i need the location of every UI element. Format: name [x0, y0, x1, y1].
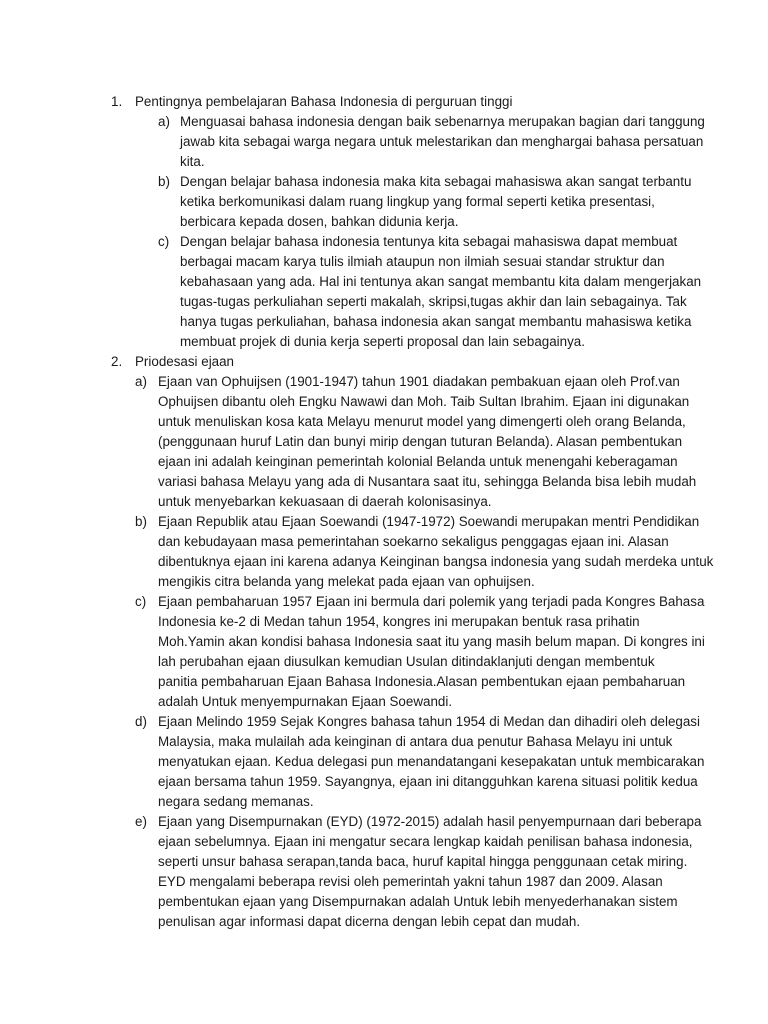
- list-item: [158, 372, 696, 512]
- text-line: dan kebudayaan masa pemerintahan soekarno sekaligus penggagas ejaan ini. Alasan: [158, 534, 669, 549]
- text-line: menyatukan ejaan. Kedua delegasi pun menandatangani kesepakatan untuk membicarakan: [158, 754, 705, 769]
- text-line: Ejaan van Ophuijsen (1901-1947) tahun 1901 diadakan pembakuan ejaan oleh Prof.van: [158, 374, 680, 389]
- list-item-marker: c): [135, 594, 147, 609]
- text-line: ejaan ini adalah keinginan pemerintah kolonial Belanda untuk menengahi keberagaman: [158, 454, 678, 469]
- text-line: dibentuknya ejaan ini karena adanya Keinginan bangsa indonesia yang sudah merdeka untuk: [158, 554, 714, 569]
- text-line: Dengan belajar bahasa indonesia tentunya kita sebagai mahasiswa dapat membuat: [180, 234, 678, 249]
- text-line: membuat projek di dunia kerja seperti proposal dan lain sebagainya.: [180, 334, 585, 349]
- text-line: Dengan belajar bahasa indonesia maka kita sebagai mahasiswa akan sangat terbantu: [180, 174, 692, 189]
- list-item-marker: b): [158, 174, 170, 189]
- text-line: kita.: [180, 154, 205, 169]
- list-item: [158, 712, 704, 812]
- text-line: Malaysia, maka mulailah ada keinginan di antara dua penutur Bahasa Melayu ini untuk: [158, 734, 673, 749]
- text-line: Indonesia ke-2 di Medan tahun 1954, kongres ini merupakan bentuk rasa prihatin: [158, 614, 640, 629]
- text-line: (penggunaan huruf Latin dan bunyi mirip dengan tuturan Belanda). Alasan pembentukan: [158, 434, 683, 449]
- list-item: [158, 592, 705, 712]
- section-number: 2.: [111, 354, 123, 369]
- list-item-marker: c): [158, 234, 170, 249]
- text-line: berbicara kepada dosen, bahkan didunia kerja.: [180, 214, 459, 229]
- text-line: mengikis citra belanda yang melekat pada ejaan van ophuijsen.: [158, 574, 535, 589]
- text-line: untuk menyebarkan kekuasaan di daerah kolonisasinya.: [158, 494, 492, 509]
- text-line: pembentukan ejaan yang Disempurnakan adalah Untuk lebih menyederhanakan sistem: [158, 894, 678, 909]
- list-item-marker: a): [158, 114, 170, 129]
- text-line: seperti unsur bahasa serapan,tanda baca, huruf kapital hingga penggunaan cetak miring.: [158, 854, 688, 869]
- text-line: Ejaan Republik atau Ejaan Soewandi (1947-1972) Soewandi merupakan mentri Pendidikan: [158, 514, 700, 529]
- text-line: Ophuijsen dibantu oleh Engku Nawawi dan Moh. Taib Sultan Ibrahim. Ejaan ini digunakan: [158, 394, 690, 409]
- list-item: [180, 232, 701, 352]
- text-line: negara sedang memanas.: [158, 794, 314, 809]
- text-line: hanya tugas perkuliahan, bahasa indonesia akan sangat membantu mahasiswa ketika: [180, 314, 692, 329]
- list-item-marker: d): [135, 714, 147, 729]
- text-line: Moh.Yamin akan kondisi bahasa Indonesia saat itu yang masih belum mapan. Di kongres ini: [158, 634, 705, 649]
- list-item-marker: a): [135, 374, 147, 389]
- list-item: [158, 512, 713, 592]
- text-line: Menguasai bahasa indonesia dengan baik sebenarnya merupakan bagian dari tanggung: [180, 114, 705, 129]
- text-line: penulisan agar informasi dapat dicerna dengan lebih cepat dan mudah.: [158, 914, 581, 929]
- text-line: lah perubahan ejaan diusulkan kemudian Usulan ditindaklanjuti dengan membentuk: [158, 654, 655, 669]
- text-line: Ejaan Melindo 1959 Sejak Kongres bahasa tahun 1954 di Medan dan dihadiri oleh delegasi: [158, 714, 700, 729]
- text-line: tugas-tugas perkuliahan seperti makalah, skripsi,tugas akhir dan lain sebagainya. Tak: [180, 294, 687, 309]
- list-item: [158, 812, 701, 932]
- list-item-marker: b): [135, 514, 147, 529]
- text-line: Ejaan pembaharuan 1957 Ejaan ini bermula dari polemik yang terjadi pada Kongres Bahasa: [158, 594, 705, 609]
- text-line: panitia pembaharuan Ejaan Bahasa Indonesia.Alasan pembentukan ejaan pembaharuan: [158, 674, 686, 689]
- section-title: Pentingnya pembelajaran Bahasa Indonesia di perguruan tinggi: [135, 94, 513, 109]
- text-line: kebahasaan yang ada. Hal ini tentunya akan sangat membantu kita dalam mengerjakan: [180, 274, 702, 289]
- text-line: EYD mengalami beberapa revisi oleh pemerintah yakni tahun 1987 dan 2009. Alasan: [158, 874, 663, 889]
- section-title: Priodesasi ejaan: [135, 354, 235, 369]
- section-number: 1.: [111, 94, 123, 109]
- text-line: ketika berkomunikasi dalam ruang lingkup yang formal seperti ketika presentasi,: [180, 194, 655, 209]
- list-item: [180, 172, 691, 232]
- list-item-marker: e): [135, 814, 147, 829]
- text-line: Ejaan yang Disempurnakan (EYD) (1972-2015) adalah hasil penyempurnaan dari beberapa: [158, 814, 702, 829]
- text-line: ejaan bersama tahun 1959. Sayangnya, ejaan ini ditangguhkan karena situasi politik kedua: [158, 774, 698, 789]
- text-line: ejaan sebelumnya. Ejaan ini mengatur secara lengkap kaidah penilisan bahasa indonesia,: [158, 834, 693, 849]
- text-line: berbagai macam karya tulis ilmiah ataupun non ilmiah sesuai standar struktur dan: [180, 254, 665, 269]
- list-item: [180, 112, 705, 172]
- text-line: untuk menuliskan kosa kata Melayu menurut model yang dimengerti oleh orang Belanda,: [158, 414, 686, 429]
- text-line: jawab kita sebagai warga negara untuk melestarikan dan menghargai bahasa persatuan: [180, 134, 704, 149]
- text-line: variasi bahasa Melayu yang ada di Nusantara saat itu, sehingga Belanda bisa lebih mudah: [158, 474, 697, 489]
- text-line: adalah Untuk menyempurnakan Ejaan Soewandi.: [158, 694, 453, 709]
